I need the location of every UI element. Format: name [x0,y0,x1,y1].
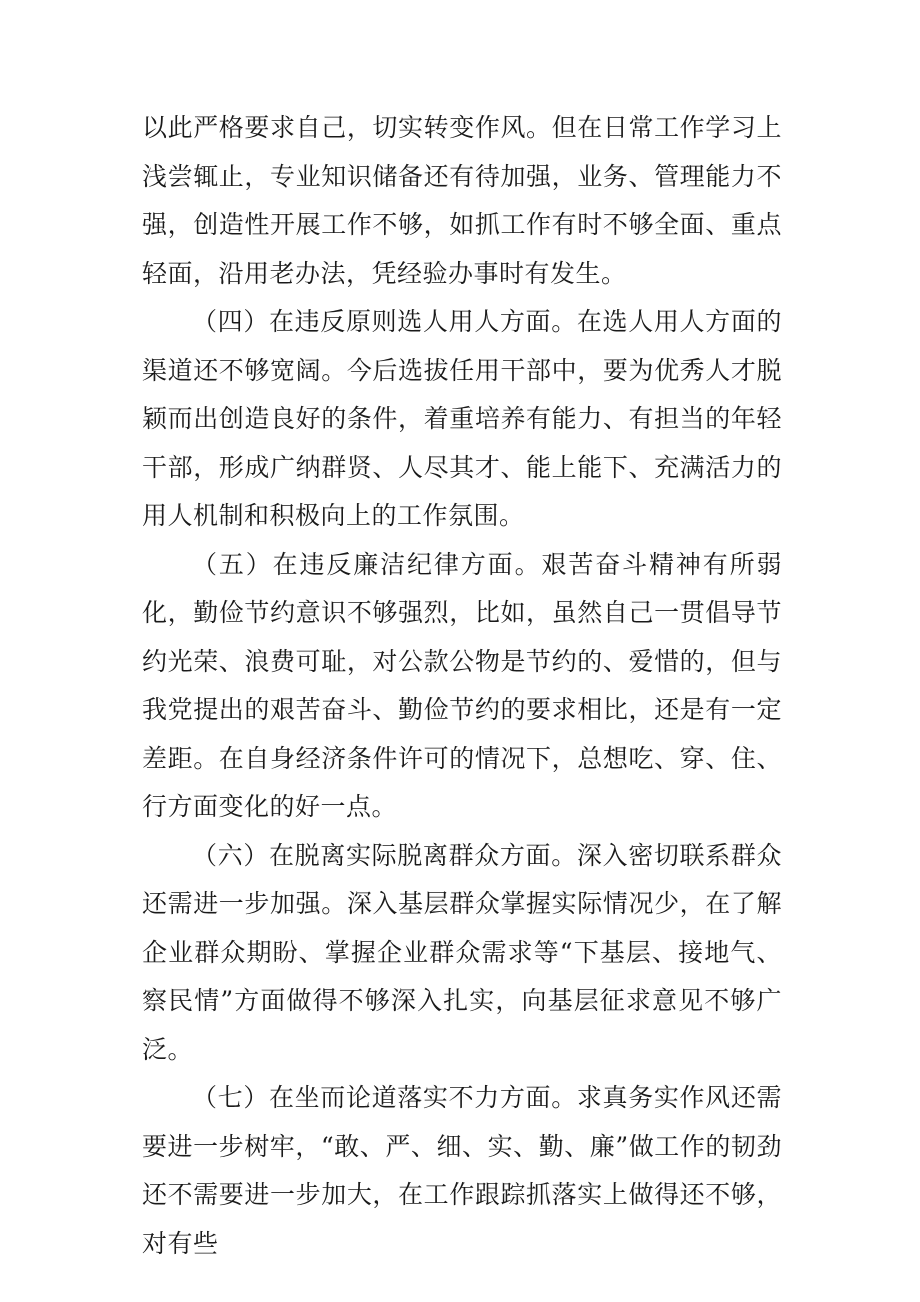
paragraph-section-5: （五）在违反廉洁纪律方面。艰苦奋斗精神有所弱化，勤俭节约意识不够强烈，比如，虽然自己一贯倡导节约光荣、浪费可耻，对公款公物是节约的、爱惜的，但与我党提出的艰苦奋斗、勤俭节约的要求相比，还是有一定差距。在自身经济条件许可的情况下，总想吃、穿、住、行方面变化的好一点。 [142,549,782,821]
paragraph-section-6: （六）在脱离实际脱离群众方面。深入密切联系群众还需进一步加强。深入基层群众掌握实际情况少，在了解企业群众期盼、掌握企业群众需求等“下基层、接地气、察民情”方面做得不够深入扎实，向基层征求意见不够广泛。 [142,840,782,1064]
paragraph-section-7: （七）在坐而论道落实不力方面。求真务实作风还需要进一步树牢，“敢、严、细、实、勤、廉”做工作的韧劲还不需要进一步加大，在工作跟踪抓落实上做得还不够，对有些 [142,1083,782,1258]
paragraph-continuation: 以此严格要求自己，切实转变作风。但在日常工作学习上浅尝辄止，专业知识储备还有待加强，业务、管理能力不强，创造性开展工作不够，如抓工作有时不够全面、重点轻面，沿用老办法，凭经验办事时有发生。 [142,113,782,288]
body-text [142,104,782,1268]
paragraph-section-4: （四）在违反原则选人用人方面。在选人用人方面的渠道还不够宽阔。今后选拔任用干部中，要为优秀人才脱颖而出创造良好的条件，着重培养有能力、有担当的年轻干部，形成广纳群贤、人尽其才、能上能下、充满活力的用人机制和积极向上的工作氛围。 [142,307,782,530]
